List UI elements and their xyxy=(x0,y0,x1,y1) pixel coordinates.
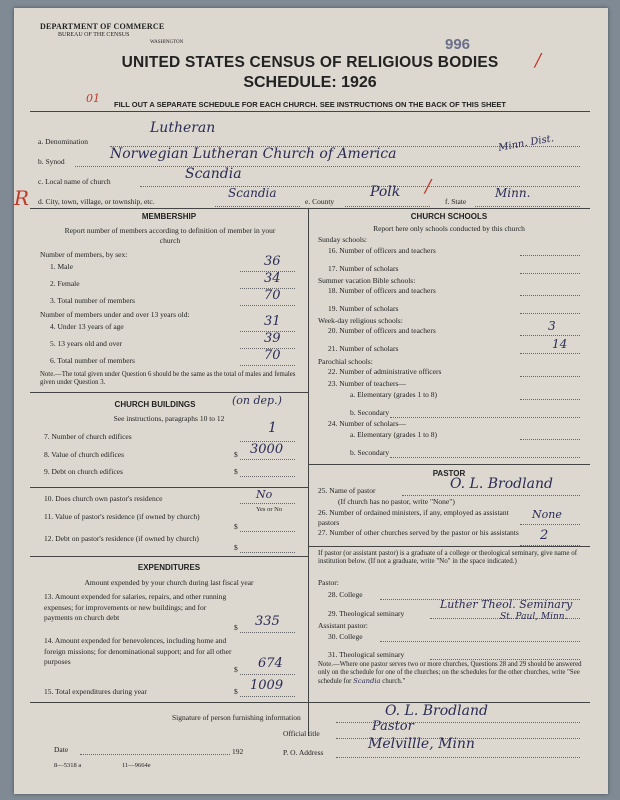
city-value: Scandia xyxy=(228,186,277,200)
q15-value: 1009 xyxy=(250,678,284,693)
county-value: Polk xyxy=(370,184,401,200)
denomination-value: Lutheran xyxy=(150,120,216,136)
expenditures-heading: EXPENDITURES xyxy=(137,563,201,572)
schedule-title: SCHEDULE: 1926 xyxy=(243,74,377,91)
schools-heading: CHURCH SCHOOLS xyxy=(410,212,488,221)
form-title: UNITED STATES CENSUS OF RELIGIOUS BODIES xyxy=(121,54,499,71)
margin-mark: R xyxy=(14,186,30,210)
membership-intro: Report number of members according to definition of member in your church xyxy=(64,226,276,245)
q20-value: 3 xyxy=(548,319,556,333)
denomination-label: a. Denomination xyxy=(38,137,88,146)
synod-note: Minn. Dist. xyxy=(497,133,555,154)
synod-value: Norwegian Lutheran Church of America xyxy=(110,146,397,162)
county-label: e. County xyxy=(305,197,335,206)
q3-value: 70 xyxy=(264,288,281,303)
instruction-line: FILL OUT A SEPARATE SCHEDULE FOR EACH CHURCH. SEE INSTRUCTIONS ON THE BACK OF THIS SHEET xyxy=(114,100,506,109)
q2-value: 34 xyxy=(264,271,281,286)
synod-label: b. Synod xyxy=(38,157,65,166)
state-label: f. State xyxy=(445,197,467,206)
q13-value: 335 xyxy=(255,614,280,629)
pastor-heading: PASTOR xyxy=(432,469,466,478)
pastor-note: Note.—Where one pastor serves two or more churches, Questions 28 and 29 should be answered only on the schedule for one of the churches; on the schedules for the other churches, write "See schedule for Scandia church." xyxy=(318,661,582,685)
q6-value: 70 xyxy=(264,348,281,363)
q26-value: None xyxy=(532,508,562,521)
check-mark: / xyxy=(535,50,542,71)
q14-value: 674 xyxy=(258,656,283,671)
state-value: Minn. xyxy=(495,186,531,200)
q1-value: 36 xyxy=(264,254,281,269)
handwritten-code: 01 xyxy=(86,92,100,105)
membership-heading: MEMBERSHIP xyxy=(141,212,197,221)
q27-value: 2 xyxy=(540,528,549,543)
local-name-label: c. Local name of church xyxy=(38,177,111,186)
membership-note: Note.—The total given under Question 6 should be the same as the total of males and females given under Question 3. xyxy=(40,371,296,386)
local-name-value: Scandia xyxy=(185,166,242,182)
q5-value: 39 xyxy=(264,331,281,346)
q10-value: No xyxy=(256,488,273,501)
location: WASHINGTON xyxy=(150,40,184,45)
signature: O. L. Brodland xyxy=(385,703,488,719)
official-title: Pastor xyxy=(372,719,414,734)
seminary-location: St. Paul, Minn. xyxy=(500,612,568,622)
q8-value: 3000 xyxy=(250,442,284,457)
pastor-name: O. L. Brodland xyxy=(450,476,553,492)
q7-value: 1 xyxy=(268,420,277,436)
department-name: DEPARTMENT OF COMMERCE xyxy=(40,22,165,31)
buildings-annotation: (on dep.) xyxy=(232,394,282,407)
city-label: d. City, town, village, or township, etc. xyxy=(38,197,155,206)
po-address: Melvillle, Minn xyxy=(368,736,475,752)
buildings-heading: CHURCH BUILDINGS xyxy=(114,400,196,409)
q21-value: 14 xyxy=(552,337,568,351)
stamp-number: 996 xyxy=(445,36,471,53)
q4-value: 31 xyxy=(264,314,281,329)
bureau-name: BUREAU OF THE CENSUS xyxy=(58,32,130,38)
seminary-value: Luther Theol. Seminary xyxy=(440,598,573,611)
